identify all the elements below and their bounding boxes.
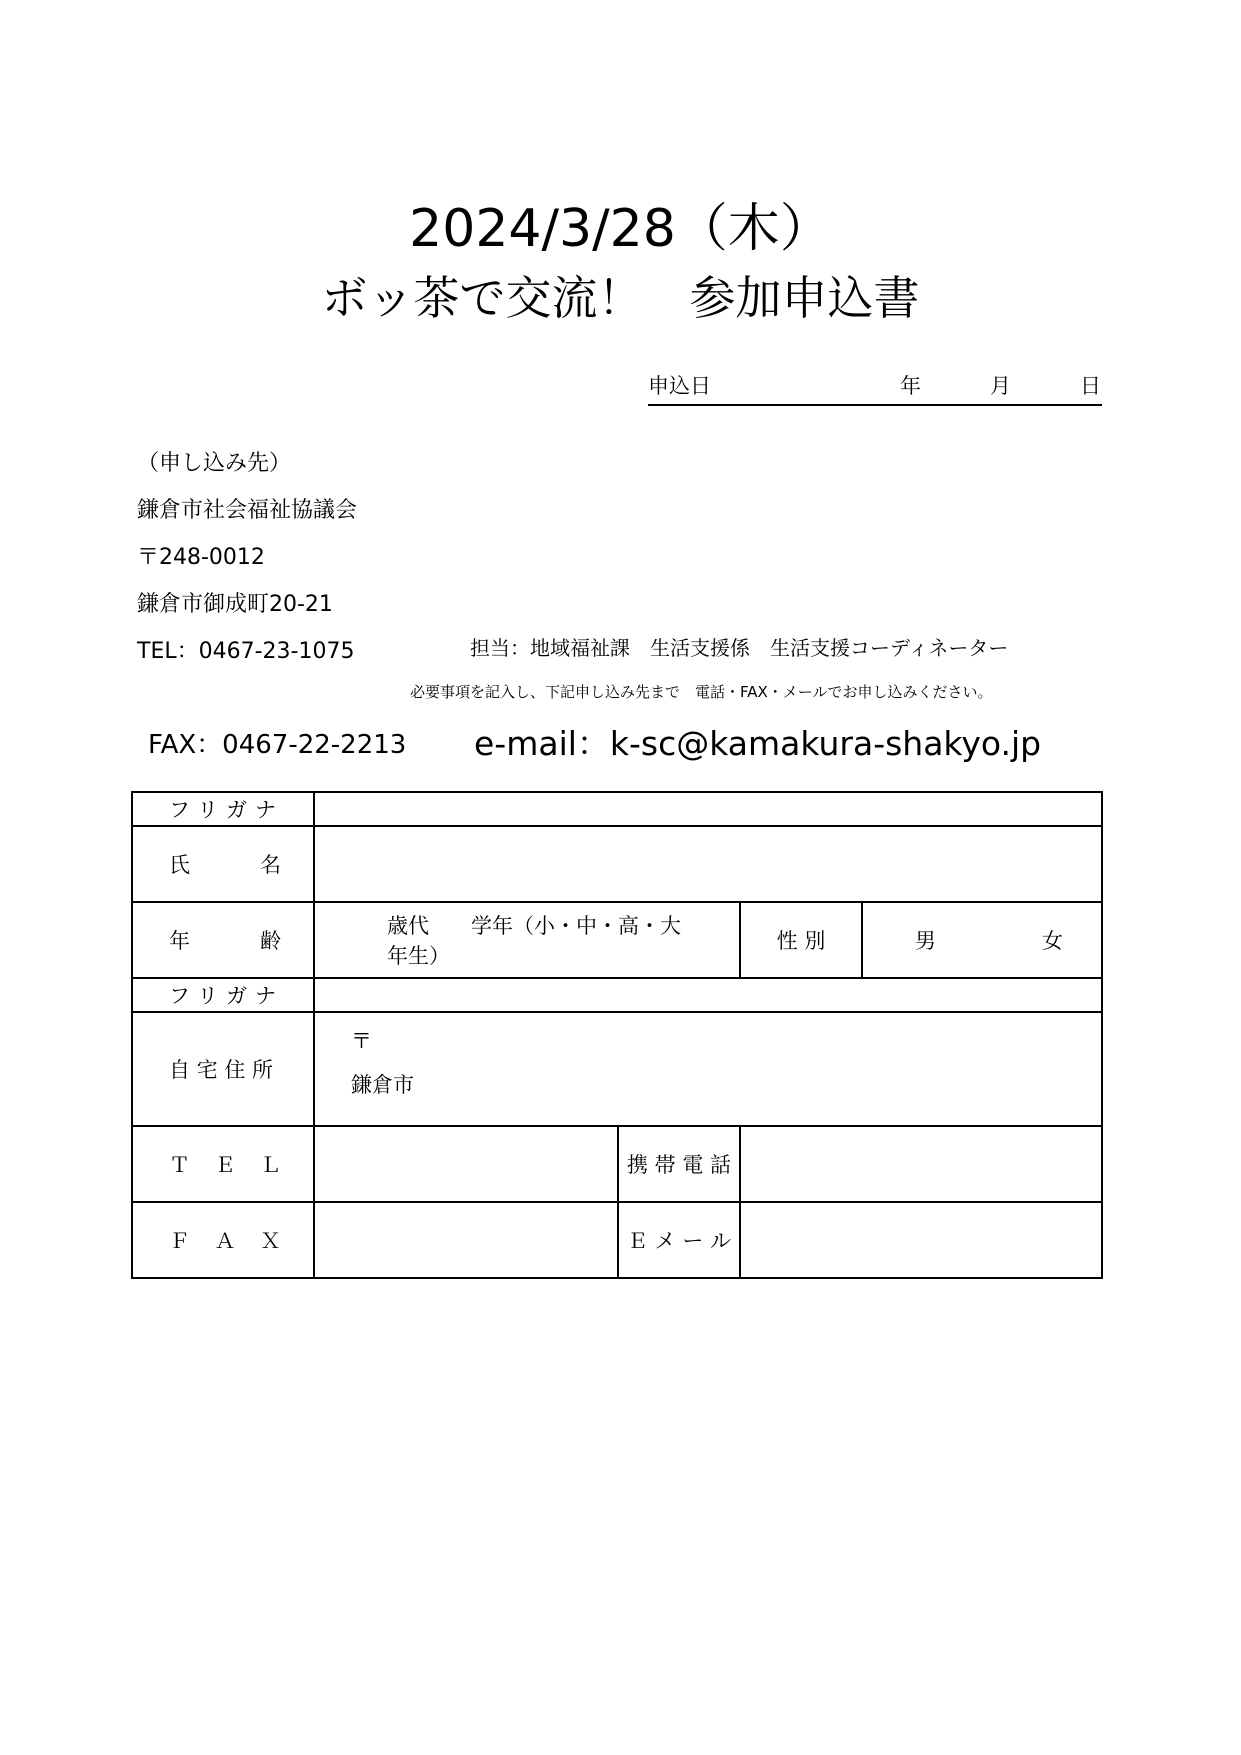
name-field[interactable] [314,826,1102,902]
page-title-date: 2024/3/28（木） [409,199,832,259]
age-label-char-2: 齢 [260,929,281,953]
furigana-name-label-text: フリガナ [169,798,284,822]
fax-field[interactable] [314,1202,618,1278]
age-label [132,902,314,978]
page-title: ボッ茶で交流！ 参加申込書 [321,271,920,325]
year-label: 年 [900,374,921,398]
email-field[interactable] [740,1202,1102,1278]
age-field-text: 歳代 学年（小・中・高・大 年生） [387,914,723,968]
home-address-label [132,1012,314,1126]
gender-male-option[interactable]: 男 [915,929,936,953]
gender-label [740,902,862,978]
application-form-table [131,791,1103,1279]
age-label-char-1: 年 [169,929,190,953]
address-postal-mark: 〒 [351,1029,372,1053]
tel-label-char-3: Ｌ [260,1153,281,1177]
furigana-name-field[interactable] [314,792,1102,826]
gender-female-option[interactable]: 女 [1042,929,1063,953]
contact-fax: FAX：0467-22-2213 [148,730,407,760]
day-label: 日 [1080,374,1101,398]
contact-postal-code: 〒248-0012 [137,545,265,570]
gender-label-text: 性 別 [776,929,826,953]
age-field[interactable] [314,902,740,978]
submission-notice: 必要事項を記入し、下記申し込み先まで 電話・FAX・メールでお申し込みください。 [410,683,993,701]
address-city: 鎌倉市 [351,1073,414,1097]
furigana-name-label [132,792,314,826]
home-address-label-text: 自 宅 住 所 [169,1058,274,1082]
furigana-address-field[interactable] [314,978,1102,1012]
mobile-label [618,1126,740,1202]
application-date-line [648,368,1102,406]
email-label-text: Ｅ メ ー ル [626,1229,732,1253]
gender-field[interactable] [862,902,1102,978]
home-address-field[interactable] [314,1012,1102,1126]
fax-label [132,1202,314,1278]
fax-label-char-1: Ｆ [169,1229,190,1253]
name-label-char-2: 名 [260,853,281,877]
contact-email: e-mail：k-sc@kamakura-shakyo.jp [474,724,1042,763]
contact-organization: 鎌倉市社会福祉協議会 [137,498,358,523]
tel-label-char-2: Ｅ [214,1153,236,1177]
contact-address: 鎌倉市御成町20-21 [137,592,333,617]
application-date-label: 申込日 [648,374,711,398]
fax-label-char-2: Ａ [214,1229,236,1253]
tel-label [132,1126,314,1202]
name-label-char-1: 氏 [169,853,190,877]
mobile-field[interactable] [740,1126,1102,1202]
email-label [618,1202,740,1278]
fax-label-char-3: Ｘ [260,1229,281,1253]
name-label [132,826,314,902]
contact-staff: 担当：地域福祉課 生活支援係 生活支援コーディネーター [470,636,1009,660]
tel-label-char-1: Ｔ [169,1153,190,1177]
contact-tel: TEL：0467-23-1075 [137,639,355,664]
furigana-address-label [132,978,314,1012]
mobile-label-text: 携 帯 電 話 [626,1153,732,1177]
contact-heading: （申し込み先） [137,451,292,476]
furigana-address-label-text: フリガナ [169,984,284,1008]
month-label: 月 [990,374,1011,398]
tel-field[interactable] [314,1126,618,1202]
